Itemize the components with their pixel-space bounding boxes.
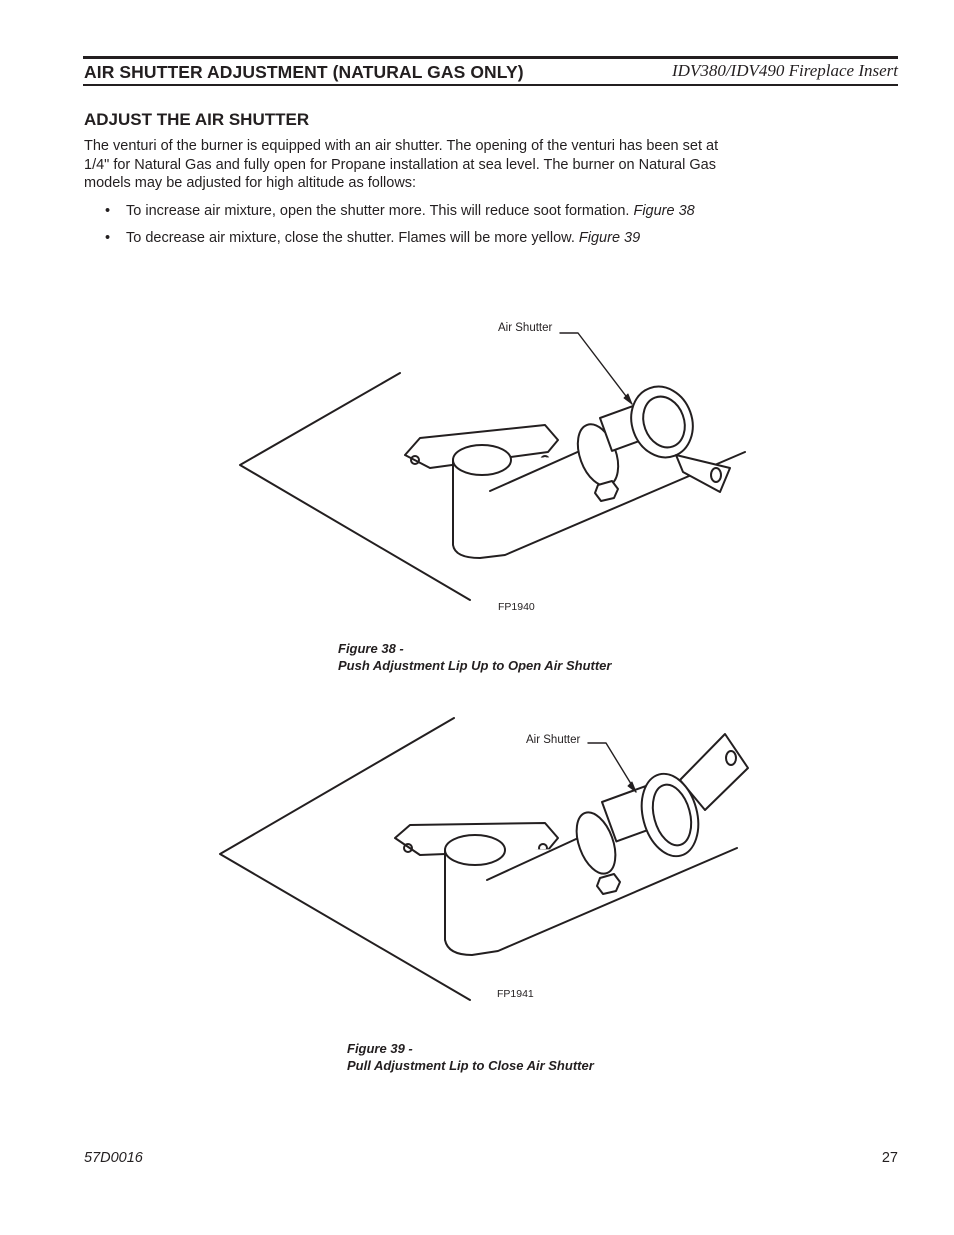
list-item-text: To increase air mixture, open the shutter more. This will reduce soot formation. [126,203,634,219]
figure-38 [0,300,954,680]
shutter-plate [621,378,702,466]
list-item [84,229,734,248]
pipe-opening [453,445,511,475]
header-bottom-rule [83,84,898,86]
list-item-text: To decrease air mixture, close the shutter. Flames will be more yellow. [126,229,579,246]
figure-code: FP1941 [497,988,534,1000]
figure-reference: Figure 39 [578,229,641,246]
bullet-icon: • [105,229,111,246]
model-title: IDV380/IDV490 Fireplace Insert [672,61,898,80]
figure-code: FP1940 [498,601,535,613]
header-top-rule [83,56,898,59]
figure-reference: Figure 38 [633,203,695,219]
burner-open-shutter-illustration [0,300,954,640]
section-title: AIR SHUTTER ADJUSTMENT (NATURAL GAS ONLY) [84,62,524,82]
caption-text: Pull Adjustment Lip to Close Air Shutter [347,1058,594,1073]
set-screw-bolt [597,874,620,894]
caption-number: Figure 39 - [347,1041,413,1056]
callout-label: Air Shutter [526,734,581,746]
burner-closed-shutter-illustration [0,710,954,1010]
figure-39 [0,710,954,1080]
callout-label: Air Shutter [498,322,553,334]
caption-text: Push Adjustment Lip Up to Open Air Shutter [338,658,612,673]
caption-number: Figure 38 - [338,641,404,656]
set-screw-bolt [595,481,618,501]
subheading: ADJUST THE AIR SHUTTER [84,110,310,129]
page-number: 27 [881,1150,898,1166]
base-plate-outline [220,718,470,1000]
pipe-opening [445,835,505,865]
intro-paragraph: The venturi of the burner is equipped with an air shutter. The opening of the venturi has been set at 1/4" for Natural Gas and fully open for Propane installation at sea level. The burner on Natural Gas models may be adjusted for high altitude as follows: [84,138,719,191]
instruction-list [84,202,734,255]
figure-caption [338,640,611,674]
document-number: 57D0016 [84,1150,143,1166]
callout-leader [560,333,632,404]
list-item [84,202,734,221]
base-plate-outline [240,373,470,600]
bullet-icon: • [105,203,111,219]
figure-caption [347,1040,594,1074]
